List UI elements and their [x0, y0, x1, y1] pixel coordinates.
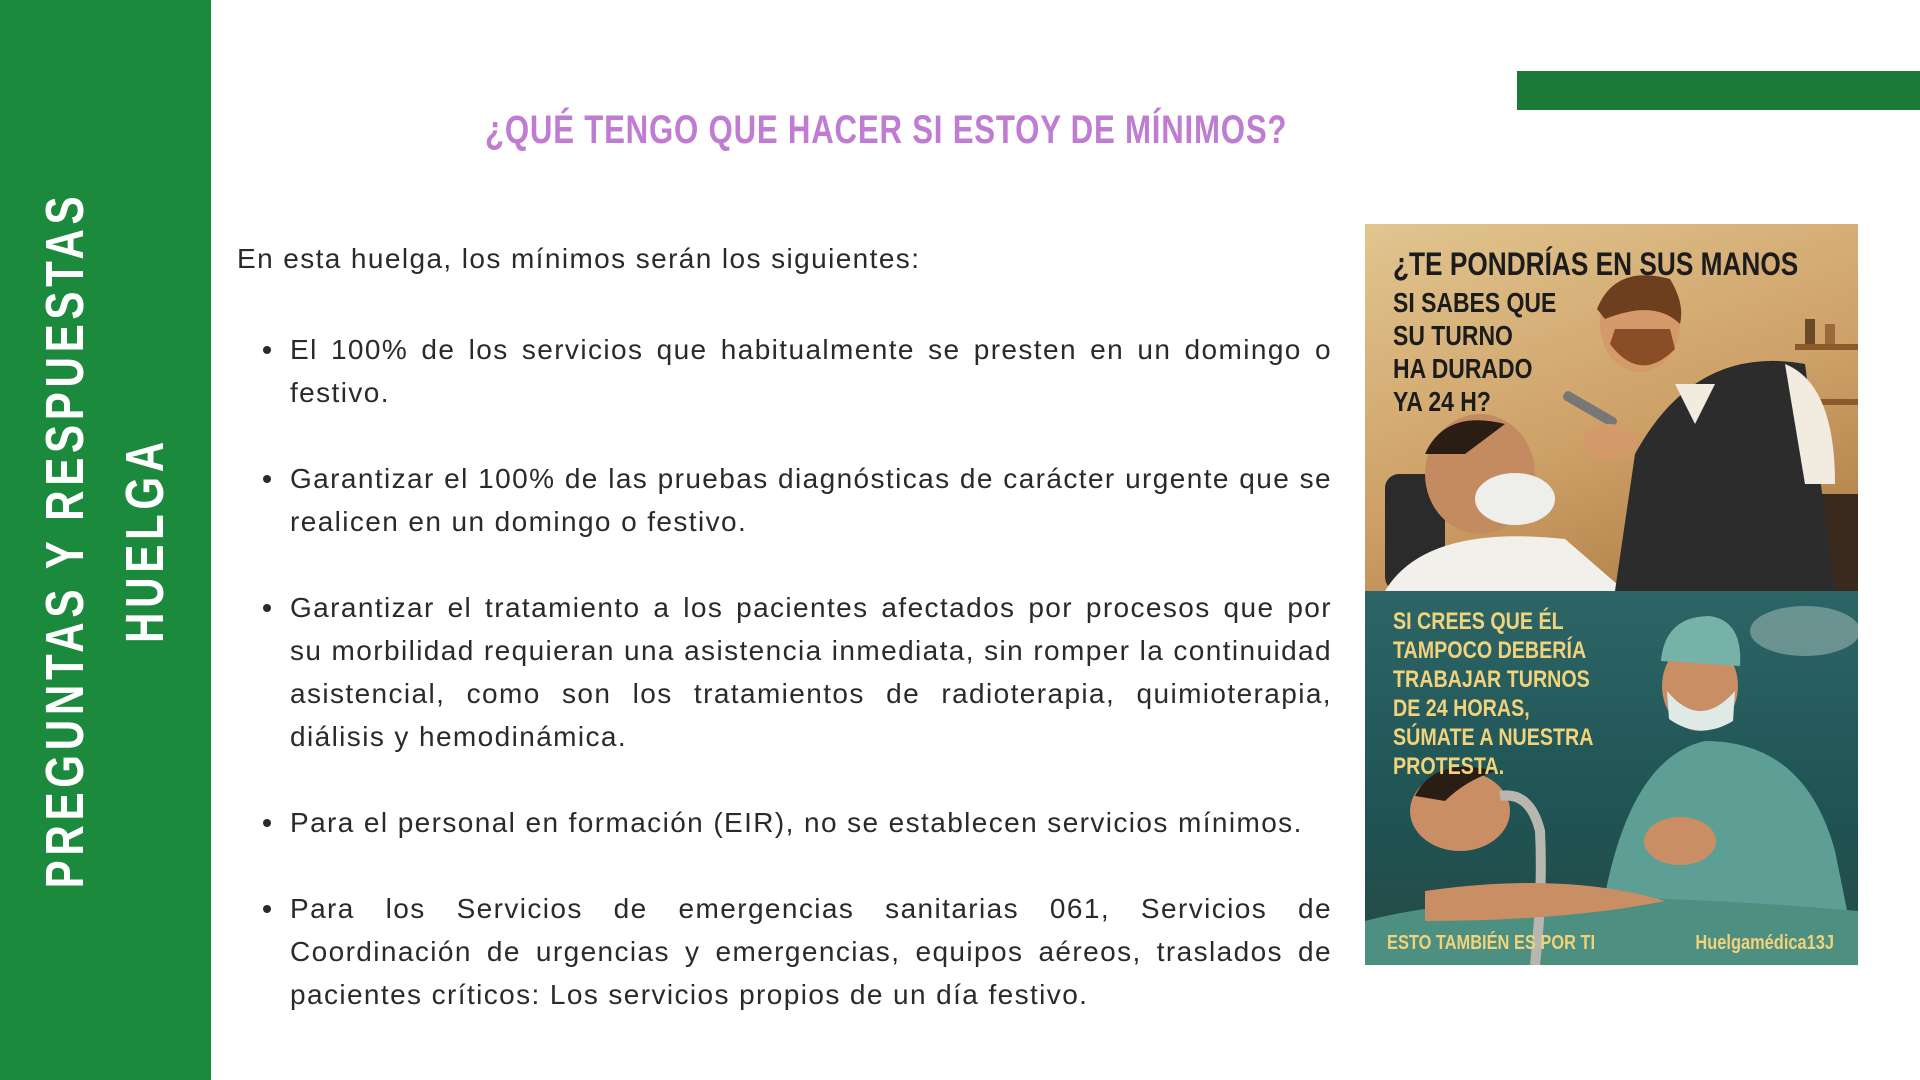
- strike-poster: [1365, 224, 1858, 965]
- poster-question-body: [1393, 286, 1556, 418]
- poster-barber-scene: [1365, 224, 1858, 591]
- poster-hospital-scene: [1365, 591, 1858, 965]
- poster-question-line: SU TURNO: [1393, 320, 1513, 351]
- list-item: Garantizar el tratamiento a los pacientes afectados por procesos que por su morbilidad requieran una asistencia inmediata, sin romper la continuidad asistencial, como son los tratamientos de radioterapia, quimioterapia, diálisis y hemodinámica.: [237, 586, 1332, 758]
- intro-text: En esta huelga, los mínimos serán los siguientes:: [237, 243, 921, 274]
- poster-question-line: HA DURADO: [1393, 353, 1533, 384]
- poster-cta-line: SI CREES QUE ÉL: [1393, 608, 1564, 635]
- poster-cta-line: PROTESTA.: [1393, 753, 1505, 780]
- poster-footer-hashtag: Huelgamédica13J: [1695, 932, 1834, 954]
- poster-cta-line: SÚMATE A NUESTRA: [1393, 724, 1594, 751]
- list-item: El 100% de los servicios que habitualmente se presten en un domingo o festivo.: [237, 328, 1332, 414]
- poster-question-line: SI SABES QUE: [1393, 287, 1557, 318]
- poster-cta-line: DE 24 HORAS,: [1393, 695, 1530, 722]
- sidebar-title-line2: HUELGA: [115, 437, 175, 643]
- poster-cta: [1393, 607, 1593, 781]
- sidebar-title-line1: PREGUNTAS Y RESPUESTAS: [35, 191, 95, 889]
- accent-bar: [1517, 71, 1920, 110]
- poster-cta-line: TRABAJAR TURNOS: [1393, 666, 1590, 693]
- sidebar: [0, 0, 211, 1080]
- poster-footer-slogan: ESTO TAMBIÉN ES POR TI: [1387, 932, 1596, 954]
- list-item: Garantizar el 100% de las pruebas diagnósticas de carácter urgente que se realicen en un domingo o festivo.: [237, 457, 1332, 543]
- poster-question-line: YA 24 H?: [1393, 386, 1491, 417]
- list-item: Para el personal en formación (EIR), no se establecen servicios mínimos.: [237, 801, 1332, 844]
- page-title: ¿QUÉ TENGO QUE HACER SI ESTOY DE MÍNIMOS?: [485, 108, 1288, 152]
- main-content: [237, 238, 1332, 1059]
- poster-question-title: ¿TE PONDRÍAS EN SUS MANOS: [1393, 246, 1799, 282]
- sidebar-title: [25, 93, 185, 986]
- list-item: Para los Servicios de emergencias sanitarias 061, Servicios de Coordinación de urgencias y emergencias, equipos aéreos, traslados de pacientes críticos: Los servicios propios de un día festivo.: [237, 887, 1332, 1016]
- bullet-list: [237, 328, 1332, 1016]
- poster-cta-line: TAMPOCO DEBERÍA: [1393, 637, 1587, 664]
